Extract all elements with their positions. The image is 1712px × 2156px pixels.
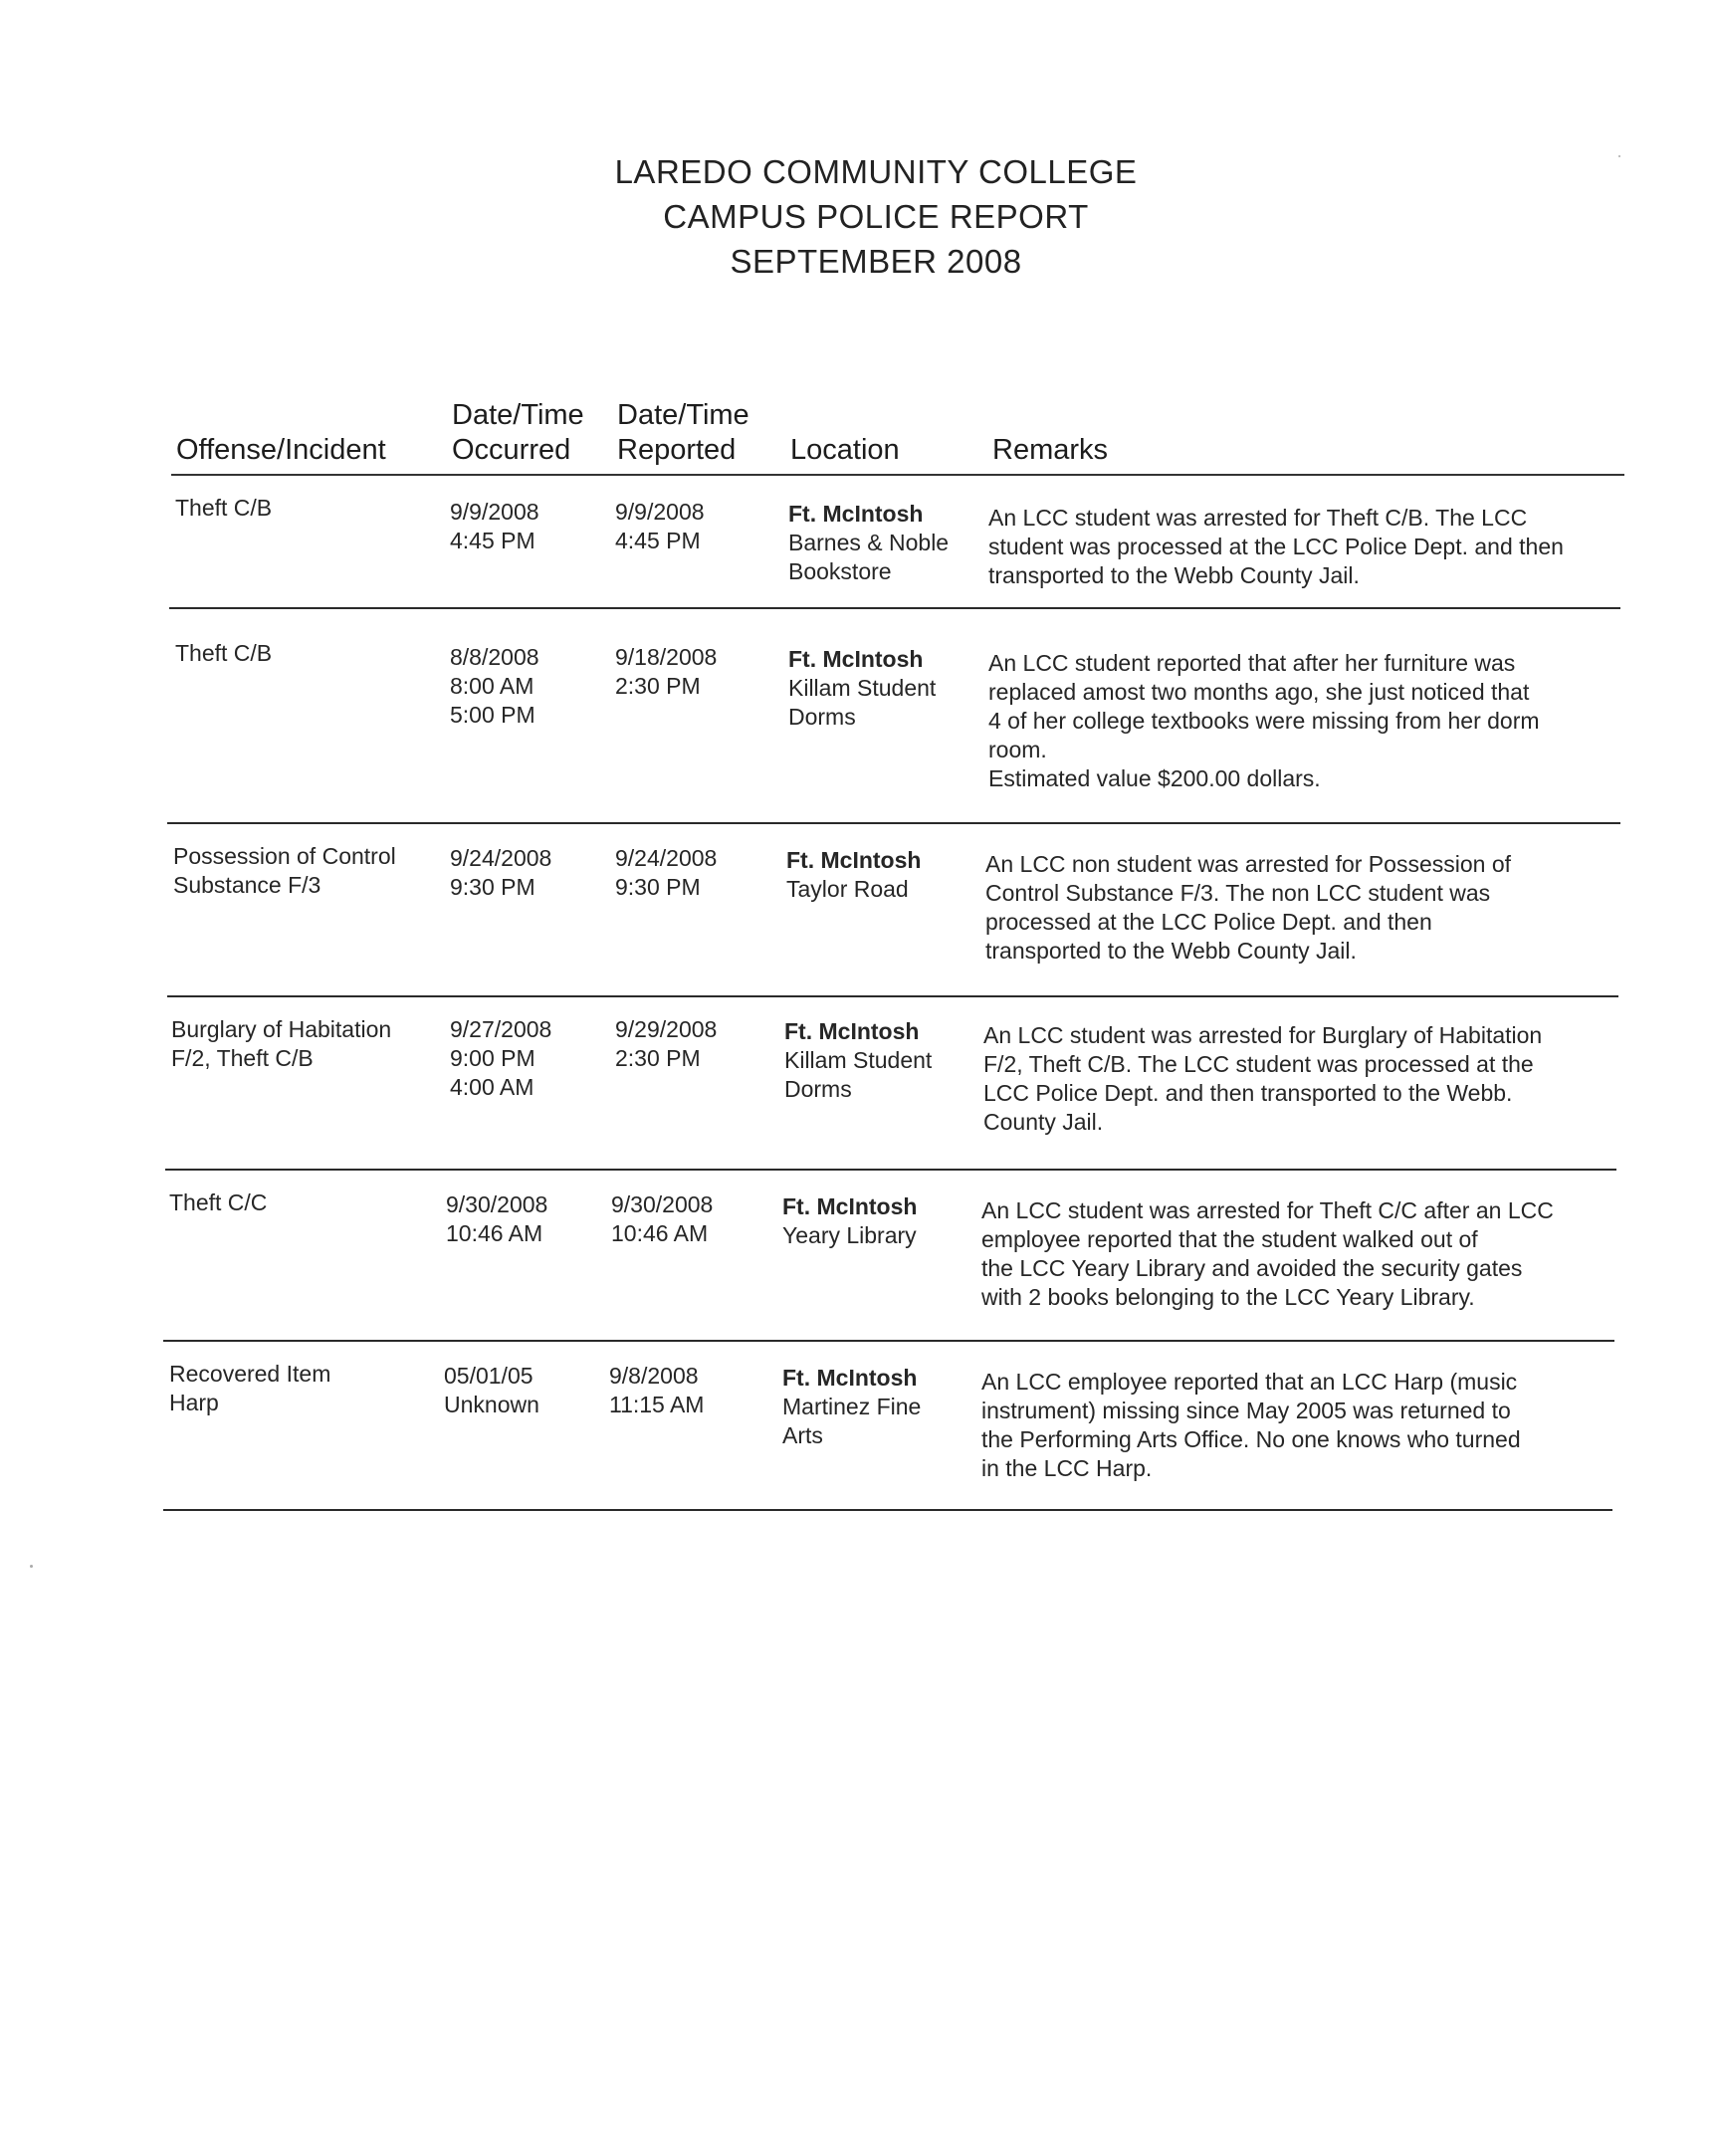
occurred-cell: 9/30/2008 10:46 AM	[446, 1191, 548, 1246]
location-cell: Ft. McIntosh Martinez Fine Arts	[782, 1365, 922, 1448]
offense-cell: Possession of Control Substance F/3	[173, 843, 396, 898]
report-title	[0, 149, 1712, 284]
location-cell: Ft. McIntosh Barnes & Noble Bookstore	[788, 501, 950, 584]
col-offense-header: Offense/Incident	[176, 434, 386, 466]
reported-cell: 9/9/2008 4:45 PM	[615, 499, 705, 553]
remarks-cell: An LCC non student was arrested for Possession of Control Substance F/3. The non LCC student was processed at the LCC Police Dept. and then transported to the Webb County Jail.	[985, 851, 1512, 964]
reported-cell: 9/29/2008 2:30 PM	[615, 1016, 718, 1071]
row-divider	[167, 822, 1620, 824]
remarks-cell: An LCC employee reported that an LCC Harp (music instrument) missing since May 2005 was returned to the Performing Arts Office. No one knows who turned in the LCC Harp.	[981, 1369, 1521, 1481]
offense-cell: Burglary of Habitation F/2, Theft C/B	[171, 1016, 392, 1071]
scan-speck	[1618, 155, 1620, 157]
reported-cell: 9/8/2008 11:15 AM	[609, 1363, 705, 1417]
occurred-cell: 9/9/2008 4:45 PM	[450, 499, 539, 553]
occurred-cell: 05/01/05 Unknown	[444, 1363, 539, 1417]
location-cell: Ft. McIntosh Yeary Library	[782, 1193, 918, 1248]
title-month: SEPTEMBER 2008	[730, 243, 1022, 280]
remarks-cell: An LCC student was arrested for Burglary of Habitation F/2, Theft C/B. The LCC student was processed at the LCC Police Dept. and then transported to the Webb. County Jail.	[983, 1022, 1543, 1135]
row-divider	[169, 607, 1620, 609]
row-divider	[163, 1509, 1612, 1511]
offense-cell: Recovered Item Harp	[169, 1361, 331, 1415]
offense-cell: Theft C/B	[175, 640, 273, 666]
reported-cell: 9/30/2008 10:46 AM	[611, 1191, 714, 1246]
reported-cell: 9/24/2008 9:30 PM	[615, 845, 718, 900]
title-college: LAREDO COMMUNITY COLLEGE	[614, 153, 1138, 190]
location-cell: Ft. McIntosh Killam Student Dorms	[788, 646, 937, 730]
occurred-cell: 9/27/2008 9:00 PM 4:00 AM	[450, 1016, 552, 1100]
location-cell: Ft. McIntosh Taylor Road	[786, 847, 922, 902]
row-divider	[165, 1169, 1616, 1171]
location-cell: Ft. McIntosh Killam Student Dorms	[784, 1018, 933, 1102]
col-remarks-header: Remarks	[992, 434, 1109, 466]
title-report: CAMPUS POLICE REPORT	[663, 198, 1089, 235]
remarks-cell: An LCC student was arrested for Theft C/B. The LCC student was processed at the LCC Police Dept. and then transported to the Webb County Jail.	[988, 505, 1564, 588]
offense-cell: Theft C/B	[175, 495, 273, 521]
table-header	[171, 394, 1624, 468]
row-divider	[167, 995, 1618, 997]
row-divider	[163, 1340, 1614, 1342]
scan-speck	[30, 1565, 33, 1568]
occurred-cell: 8/8/2008 8:00 AM 5:00 PM	[450, 644, 539, 728]
remarks-cell: An LCC student reported that after her furniture was replaced amost two months ago, she just noticed that 4 of her college textbooks were missing from her dorm room. Estimated value $200.00 dollars.	[988, 650, 1540, 791]
header-divider	[171, 474, 1624, 476]
offense-cell: Theft C/C	[169, 1189, 268, 1215]
reported-cell: 9/18/2008 2:30 PM	[615, 644, 718, 699]
col-reported-header: Date/Time Reported	[617, 399, 749, 466]
occurred-cell: 9/24/2008 9:30 PM	[450, 845, 552, 900]
col-location-header: Location	[790, 434, 900, 466]
remarks-cell: An LCC student was arrested for Theft C/C after an LCC employee reported that the student walked out of the LCC Yeary Library and avoided the security gates with 2 books belonging to the LCC Yeary Library.	[981, 1197, 1554, 1310]
col-occurred-header: Date/Time Occurred	[452, 399, 584, 466]
